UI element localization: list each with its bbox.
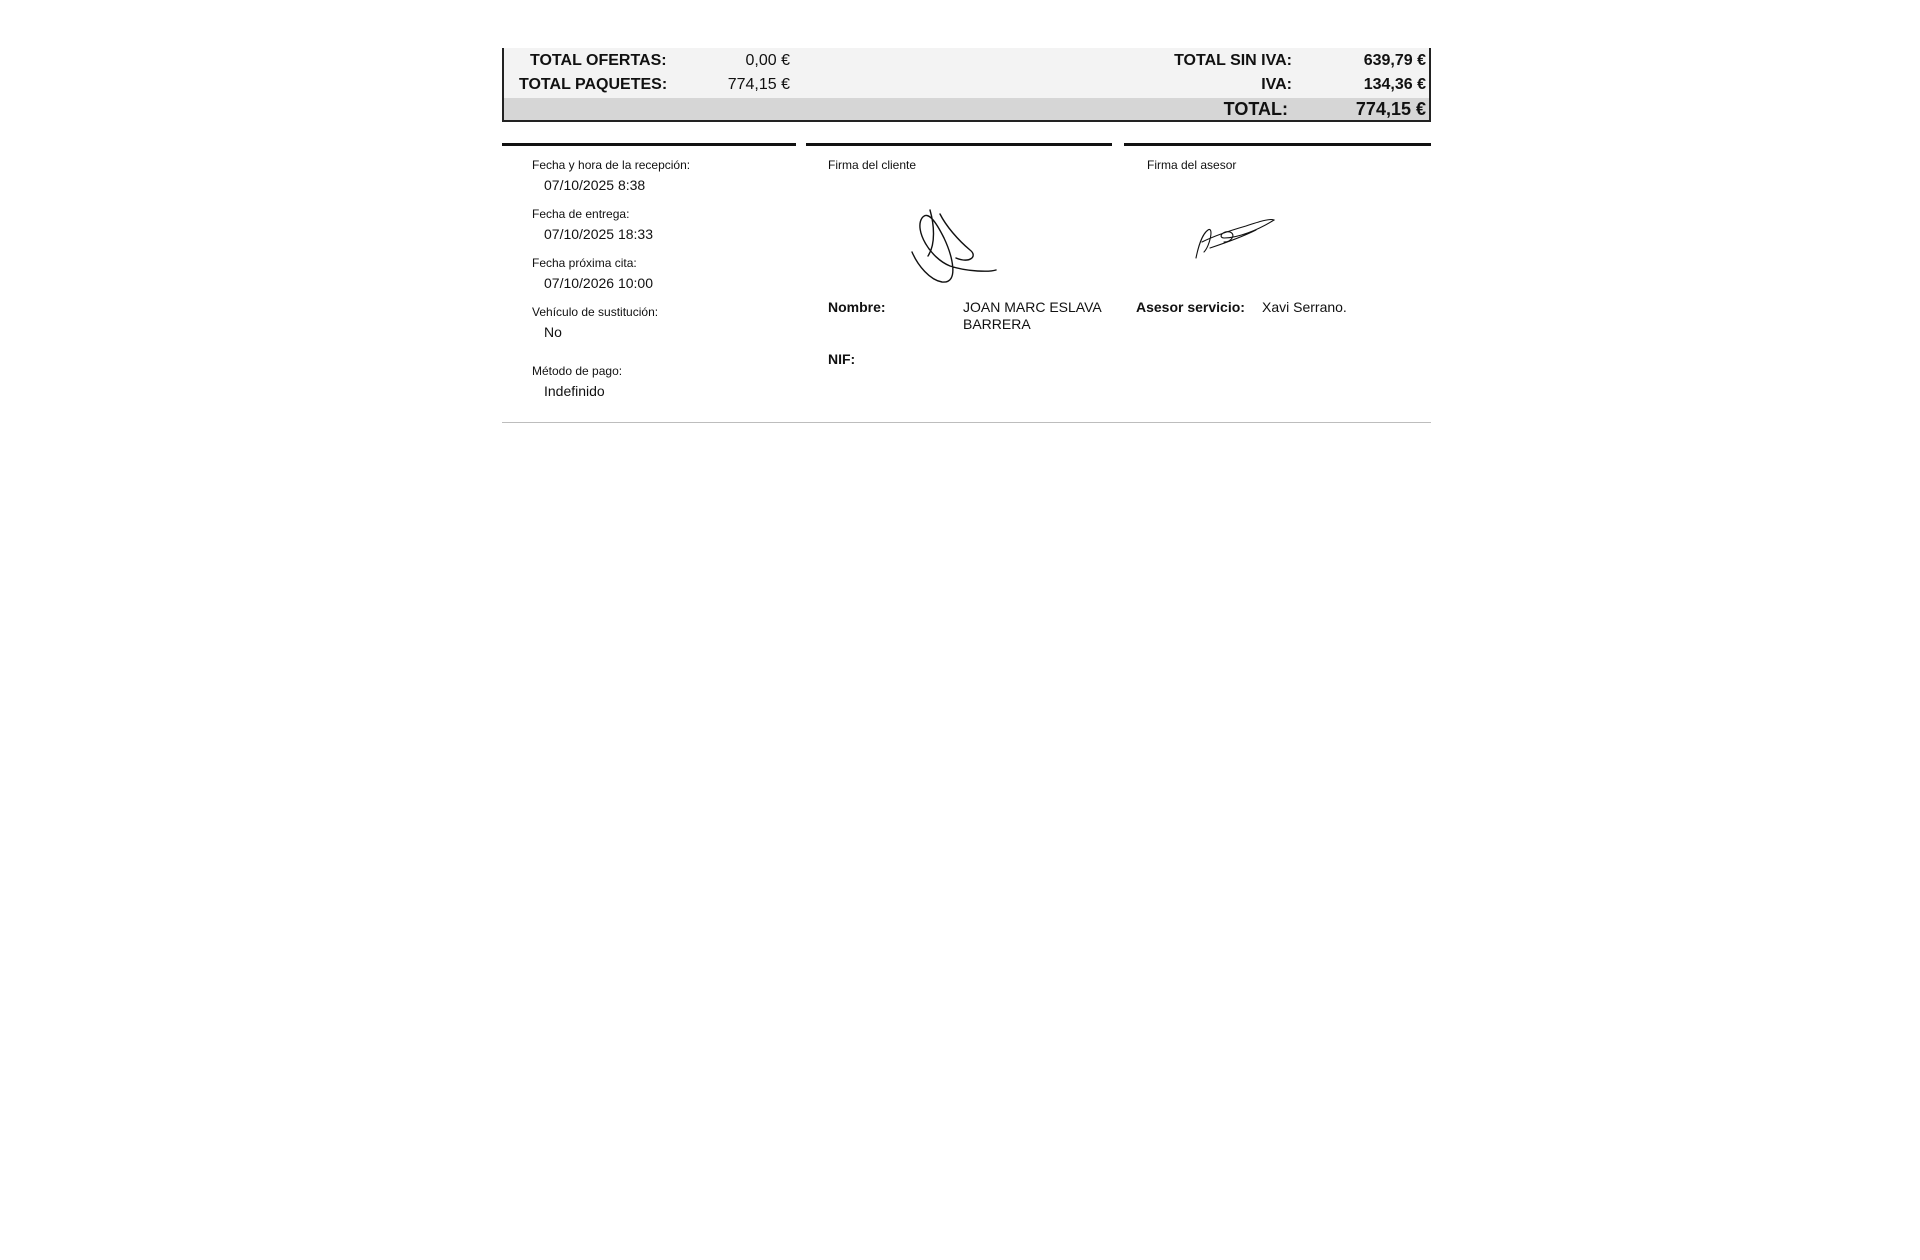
proxima-cita-label: Fecha próxima cita:: [532, 256, 637, 270]
nombre-label: Nombre:: [828, 299, 886, 315]
bottom-divider: [502, 422, 1431, 423]
pago-label: Método de pago:: [532, 364, 623, 378]
total-sin-iva-label: TOTAL SIN IVA:: [1174, 52, 1292, 69]
vehiculo-label: Vehículo de sustitución:: [532, 305, 659, 319]
proxima-cita-value: 07/10/2026 10:00: [544, 275, 653, 291]
asesor-servicio-value: Xavi Serrano.: [1262, 299, 1347, 315]
total-paquetes-value: 774,15 €: [727, 76, 790, 93]
entrega-value: 07/10/2025 18:33: [544, 226, 653, 242]
nif-label: NIF:: [828, 351, 856, 367]
divider-info: [502, 143, 796, 146]
asesor-servicio-label: Asesor servicio:: [1136, 299, 1245, 315]
total-sin-iva-value: 639,79 €: [1363, 52, 1426, 69]
firma-cliente-label: Firma del cliente: [828, 158, 917, 172]
firma-asesor-label: Firma del asesor: [1147, 158, 1237, 172]
iva-label: IVA:: [1261, 76, 1292, 93]
total-ofertas-label: TOTAL OFERTAS:: [530, 52, 667, 69]
total-row-band: [504, 98, 1429, 120]
divider-asesor: [1124, 143, 1431, 146]
total-ofertas-value: 0,00 €: [745, 52, 790, 69]
recepcion-label: Fecha y hora de la recepción:: [532, 158, 691, 172]
nombre-value-line1: JOAN MARC ESLAVA: [963, 299, 1102, 315]
nombre-value-line2: BARRERA: [963, 316, 1031, 332]
divider-cliente: [806, 143, 1112, 146]
advisor-signature-image: [1188, 208, 1278, 268]
iva-value: 134,36 €: [1363, 76, 1426, 93]
recepcion-value: 07/10/2025 8:38: [544, 177, 646, 193]
total-paquetes-label: TOTAL PAQUETES:: [519, 76, 668, 93]
entrega-label: Fecha de entrega:: [532, 207, 630, 221]
total-value: 774,15 €: [1355, 99, 1426, 119]
vehiculo-value: No: [544, 324, 562, 340]
total-label: TOTAL:: [1223, 99, 1288, 119]
client-signature-image: [900, 200, 1010, 290]
pago-value: Indefinido: [544, 383, 605, 399]
